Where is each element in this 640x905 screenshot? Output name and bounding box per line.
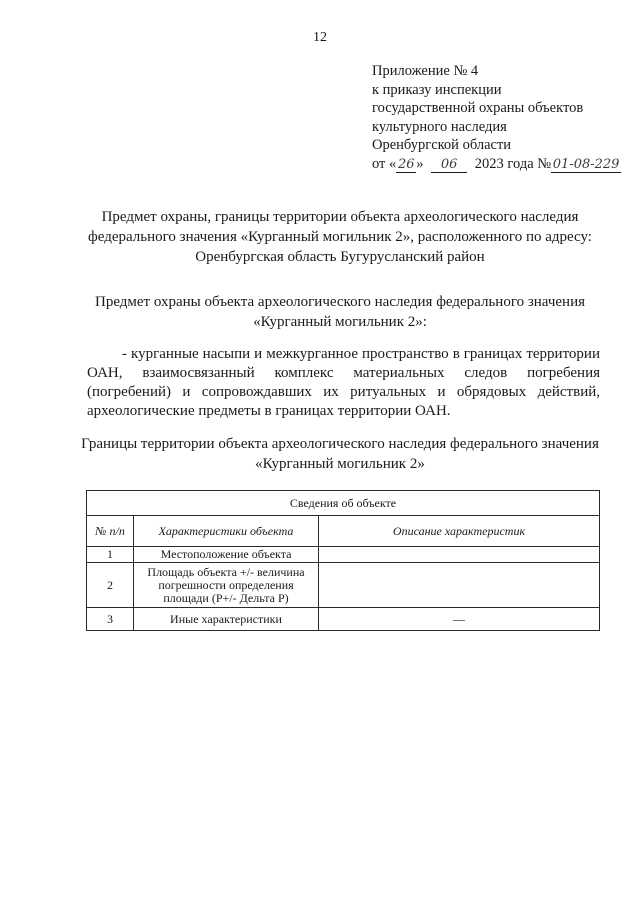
- page-number: 12: [313, 30, 327, 45]
- row-description: [319, 547, 600, 563]
- date-year: 2023 года №: [474, 155, 552, 172]
- date-mid: »: [416, 155, 424, 172]
- row-description: —: [319, 608, 600, 631]
- protection-subject-heading: Предмет охраны объекта археологического наследия федерального значения «Курганный могильник 2»:: [94, 294, 586, 330]
- header-characteristic: Характеристики объекта: [134, 516, 319, 547]
- object-info-table: [86, 490, 600, 631]
- appendix-title: Приложение № 4: [372, 63, 479, 79]
- appendix-line: культурного наследия: [372, 118, 507, 135]
- row-characteristic: Иные характеристики: [134, 608, 319, 631]
- table-row: [87, 547, 600, 563]
- row-number: 2: [87, 563, 134, 608]
- table-row: [87, 608, 600, 631]
- table-row: [87, 563, 600, 608]
- protection-subject-text: - курганные насыпи и межкурганное пространство в границах территории ОАН, взаимосвязанный комплекс материальных следов погребения (погребений) и сопровождавших их ритуальных и обрядовых действий, археологические предметы в границах территории ОАН.: [87, 346, 600, 419]
- appendix-block: [372, 62, 621, 173]
- header-description: Описание характеристик: [319, 516, 600, 547]
- header-number: № п/п: [87, 516, 134, 547]
- territory-borders-heading: Границы территории объекта археологического наследия федерального значения «Курганный могильник 2»: [81, 436, 599, 472]
- appendix-line: государственной охраны объектов: [372, 100, 584, 116]
- row-number: 1: [87, 547, 134, 563]
- main-heading: Предмет охраны, границы территории объекта археологического наследия федерального значения «Курганный могильник 2», расположенного по адресу: Оренбургская область Бугурусланский район: [88, 209, 592, 265]
- row-characteristic: Местоположение объекта: [134, 547, 319, 563]
- row-characteristic: Площадь объекта +/- величина погрешности определения площади (P+/- Дельта P): [134, 563, 319, 608]
- date-day: 26: [398, 156, 415, 172]
- row-description: [319, 563, 600, 608]
- appendix-line: Оренбургской области: [372, 137, 512, 153]
- date-prefix: от «: [372, 155, 397, 172]
- appendix-line: к приказу инспекции: [372, 81, 502, 98]
- table-title: Сведения об объекте: [87, 491, 600, 516]
- appendix-date-line: [372, 155, 621, 174]
- row-number: 3: [87, 608, 134, 631]
- date-month: 06: [431, 157, 467, 173]
- order-number: 01-08-229: [552, 156, 620, 172]
